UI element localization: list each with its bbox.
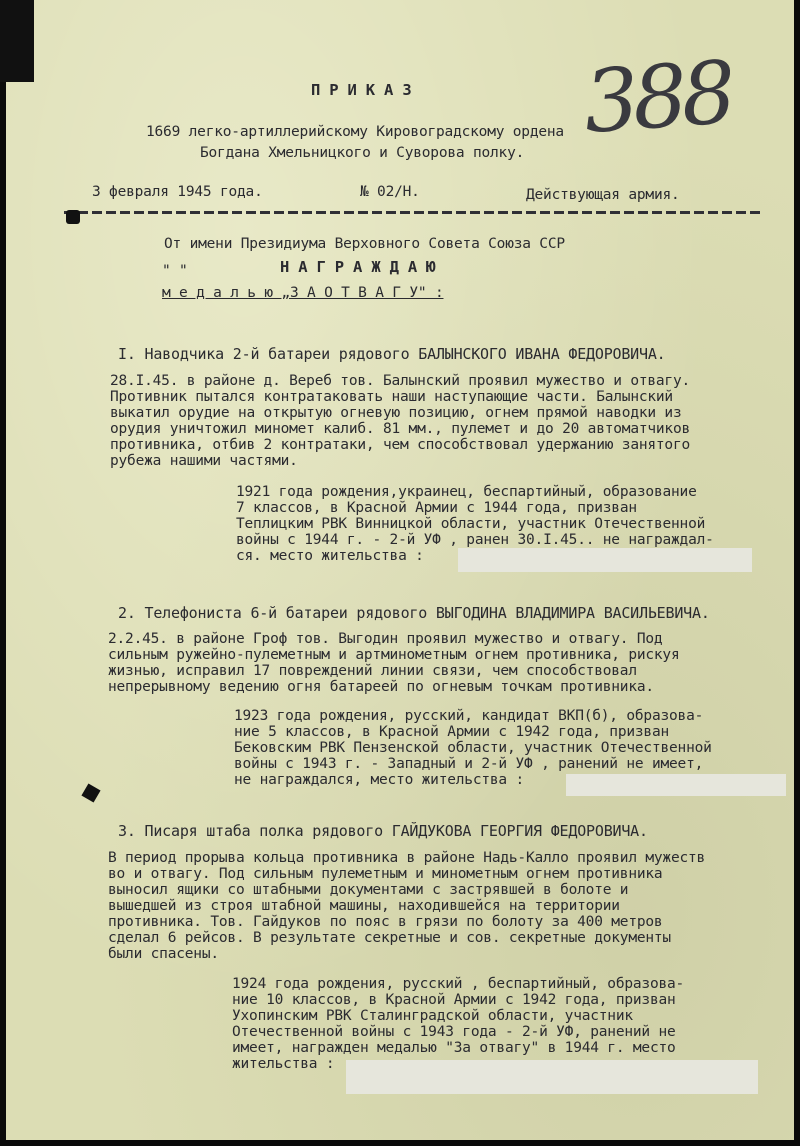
- redacted-address-2: [566, 774, 786, 796]
- army-label: Действующая армия.: [526, 187, 680, 203]
- text-line: 28.I.45. в районе д. Вереб тов. Балынский проявил мужество и отвагу.: [110, 373, 691, 389]
- text-line: 1921 года рождения,украинец, беспартийный, образование: [236, 484, 697, 500]
- text-line: Бековским РВК Пензенской области, участник Отечественной: [234, 740, 712, 756]
- text-line: выносил ящики со штабными документами с застрявшей в болоте и: [108, 882, 629, 898]
- rewarding-word: Н А Г Р А Ж Д А Ю: [280, 258, 436, 276]
- medal-name: м е д а л ь ю „З А О Т В А Г У" :: [162, 285, 444, 301]
- regiment-line-1: 1669 легко-артиллерийскому Кировоградскому ордена: [146, 124, 564, 140]
- text-line: войны с 1944 г. - 2-й УФ , ранен 30.I.45.. не награждал-: [236, 532, 714, 548]
- text-line: Теплицким РВК Винницкой области, участник Отечественной: [236, 516, 706, 532]
- text-line: В период прорыва кольца противника в районе Надь-Калло проявил мужеств: [108, 850, 706, 866]
- entry-2-heading: 2. Телефониста 6-й батареи рядового ВЫГОДИНА ВЛАДИМИРА ВАСИЛЬЕВИЧА.: [118, 604, 710, 622]
- ink-blot: [81, 783, 100, 802]
- text-line: не награждался, место жительства :: [234, 772, 525, 788]
- text-line: рубежа нашими частями.: [110, 453, 298, 469]
- text-line: войны с 1943 г. - Западный и 2-й УФ , ранений не имеет,: [234, 756, 704, 772]
- header-divider: [64, 211, 764, 214]
- text-line: имеет, награжден медалью "За отвагу" в 1944 г. место: [232, 1040, 676, 1056]
- text-line: орудия уничтожил миномет калиб. 81 мм., пулемет и до 20 автоматчиков: [110, 421, 691, 437]
- text-line: ние 10 классов, в Красной Армии с 1942 года, призван: [232, 992, 676, 1008]
- text-line: Отечественной войны с 1943 года - 2-й УФ, ранений не: [232, 1024, 676, 1040]
- text-line: были спасены.: [108, 946, 219, 962]
- document-page: [6, 0, 794, 1140]
- text-line: вышедшей из строя штабной машины, находившейся на территории: [108, 898, 620, 914]
- text-line: жизнью, исправил 17 повреждений линии связи, чем способствовал: [108, 663, 637, 679]
- text-line: Ухопинским РВК Сталинградской области, участник: [232, 1008, 633, 1024]
- text-line: ние 5 классов, в Красной Армии с 1942 года, призван: [234, 724, 670, 740]
- text-line: во и отвагу. Под сильным пулеметным и минометным огнем противника: [108, 866, 663, 882]
- regiment-line-2: Богдана Хмельницкого и Суворова полку.: [200, 145, 525, 161]
- text-line: ся. место жительства :: [236, 548, 424, 564]
- text-line: Противник пытался контратаковать наши наступающие части. Балынский: [110, 389, 673, 405]
- text-line: 1924 года рождения, русский , беспартийный, образова-: [232, 976, 685, 992]
- text-line: выкатил орудие на открытую огневую позицию, огнем прямой наводки из: [110, 405, 682, 421]
- order-date: 3 февраля 1945 года.: [92, 184, 263, 200]
- entry-1-heading: I. Наводчика 2-й батареи рядового БАЛЫНСКОГО ИВАНА ФЕДОРОВИЧА.: [118, 345, 666, 363]
- text-line: сделал 6 рейсов. В результате секретные и сов. секретные документы: [108, 930, 671, 946]
- text-line: 1923 года рождения, русский, кандидат ВКП(б), образова-: [234, 708, 704, 724]
- ditto-marks: " ": [162, 263, 188, 279]
- text-line: непрерывному ведению огня батареей по огневым точкам противника.: [108, 679, 654, 695]
- order-title: П Р И К А З: [311, 81, 412, 99]
- text-line: сильным ружейно-пулеметным и артминометным огнем противника, рискуя: [108, 647, 680, 663]
- redacted-address-1: [458, 548, 752, 572]
- handwritten-archive-number: 388: [580, 43, 734, 153]
- presidium-line: От имени Президиума Верховного Совета Союза ССР: [164, 236, 565, 252]
- redacted-address-3: [346, 1060, 758, 1094]
- punch-mark: [66, 210, 80, 224]
- text-line: 7 классов, в Красной Армии с 1944 года, призван: [236, 500, 637, 516]
- entry-3-heading: 3. Писаря штаба полка рядового ГАЙДУКОВА ГЕОРГИЯ ФЕДОРОВИЧА.: [118, 822, 648, 840]
- scan-edge-mark: [0, 0, 34, 82]
- order-number: № 02/Н.: [360, 184, 420, 200]
- text-line: противника. Тов. Гайдуков по пояс в грязи по болоту за 400 метров: [108, 914, 663, 930]
- text-line: жительства :: [232, 1056, 335, 1072]
- text-line: противника, отбив 2 контратаки, чем способствовал удержанию занятого: [110, 437, 691, 453]
- text-line: 2.2.45. в районе Гроф тов. Выгодин проявил мужество и отвагу. Под: [108, 631, 663, 647]
